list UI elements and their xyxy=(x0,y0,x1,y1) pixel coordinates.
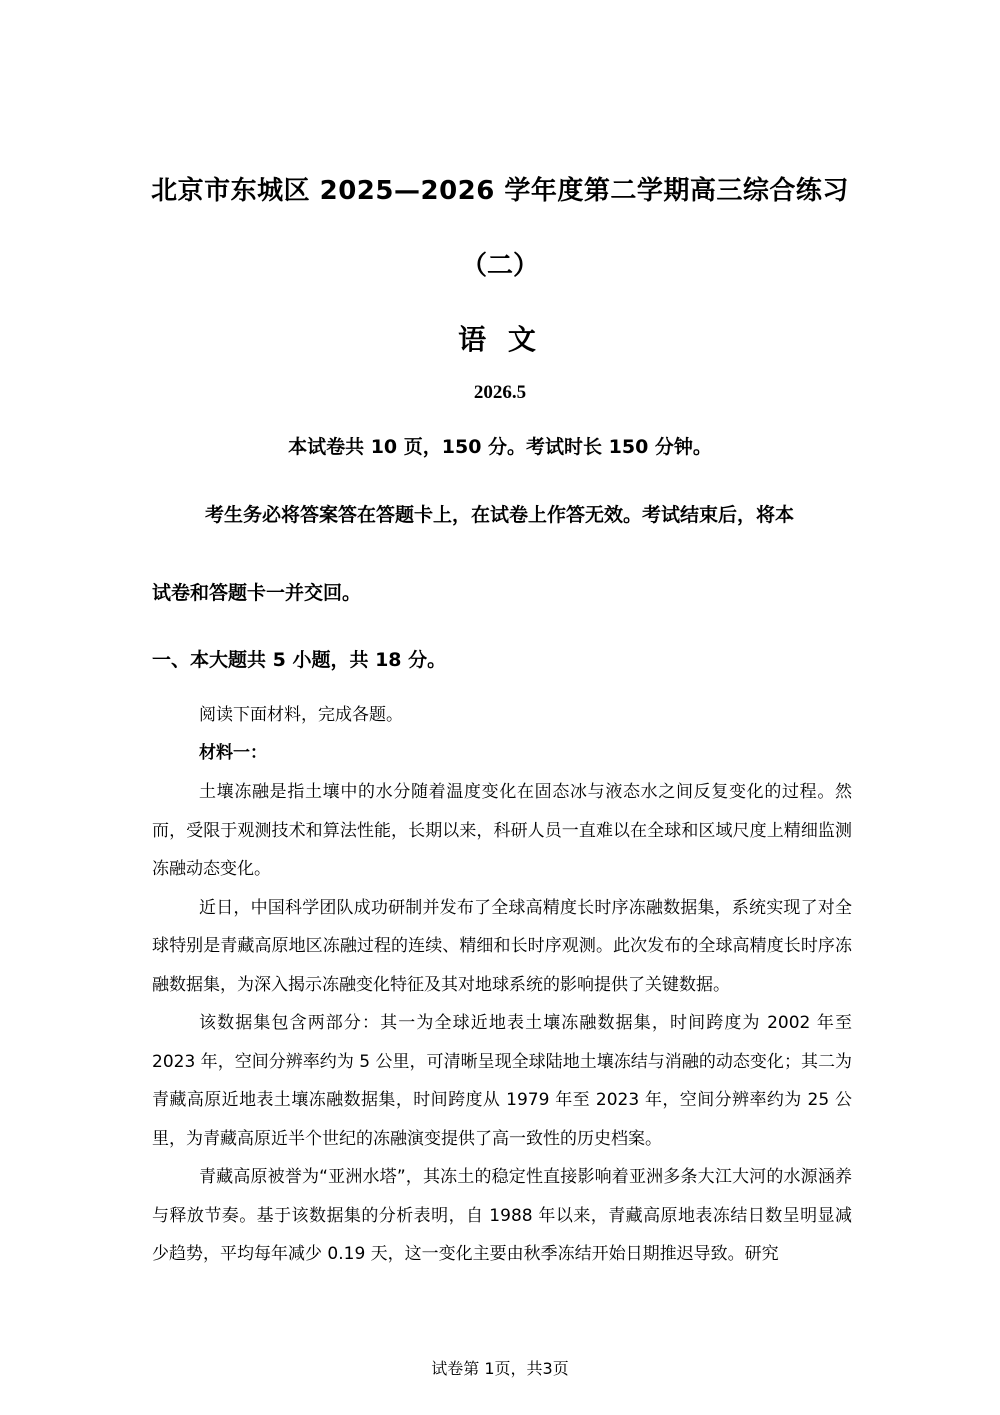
section-heading: 一、本大题共 5 小题，共 18 分。 xyxy=(152,649,447,671)
reading-instruction: 阅读下面材料，完成各题。 xyxy=(199,705,403,725)
paragraph: 近日，中国科学团队成功研制并发布了全球高精度长时序冻融数据集，系统实现了对全球特别是青藏高原地区冻融过程的连续、精细和长时序观测。此次发布的全球高精度长时序冻融数据集，为深入揭示冻融变化特征及其对地球系统的影响提供了关键数据。 xyxy=(152,897,852,995)
material-label: 材料一： xyxy=(199,743,267,763)
exam-title-line2: （二） xyxy=(460,251,539,281)
exam-info: 本试卷共 10 页，150 分。考试时长 150 分钟。 xyxy=(288,436,712,458)
material-body xyxy=(152,773,852,1274)
paragraph: 青藏高原被誉为“亚洲水塔”，其冻土的稳定性直接影响着亚洲多条大江大河的水源涵养与释放节奏。基于该数据集的分析表明，自 1988 年以来，青藏高原地表冻结日数呈明显减少趋势，平均每年减少 0.19 天，这一变化主要由秋季冻结开始日期推迟导致。研究 xyxy=(152,1167,852,1264)
paragraph: 该数据集包含两部分：其一为全球近地表土壤冻融数据集，时间跨度为 2002 年至 2023 年，空间分辨率约为 5 公里，可清晰呈现全球陆地土壤冻结与消融的动态变化；其二为青藏高原近地表土壤冻融数据集，时间跨度从 1979 年至 2023 年，空间分辨率约为 25 公里，为青藏高原近半个世纪的冻融演变提供了高一致性的历史档案。 xyxy=(152,1013,852,1149)
exam-title-line1: 北京市东城区 2025—2026 学年度第二学期高三综合练习 xyxy=(151,176,849,206)
exam-notice-line1: 考生务必将答案答在答题卡上，在试卷上作答无效。考试结束后，将本 xyxy=(205,504,795,526)
exam-date: 2026.5 xyxy=(473,382,527,403)
page-footer: 试卷第 1页，共3页 xyxy=(431,1359,569,1378)
subject-heading: 语 文 xyxy=(458,323,542,356)
paragraph: 土壤冻融是指土壤中的水分随着温度变化在固态冰与液态水之间反复变化的过程。然而，受限于观测技术和算法性能，长期以来，科研人员一直难以在全球和区域尺度上精细监测冻融动态变化。 xyxy=(152,782,852,879)
exam-notice-line2: 试卷和答题卡一并交回。 xyxy=(152,582,362,604)
